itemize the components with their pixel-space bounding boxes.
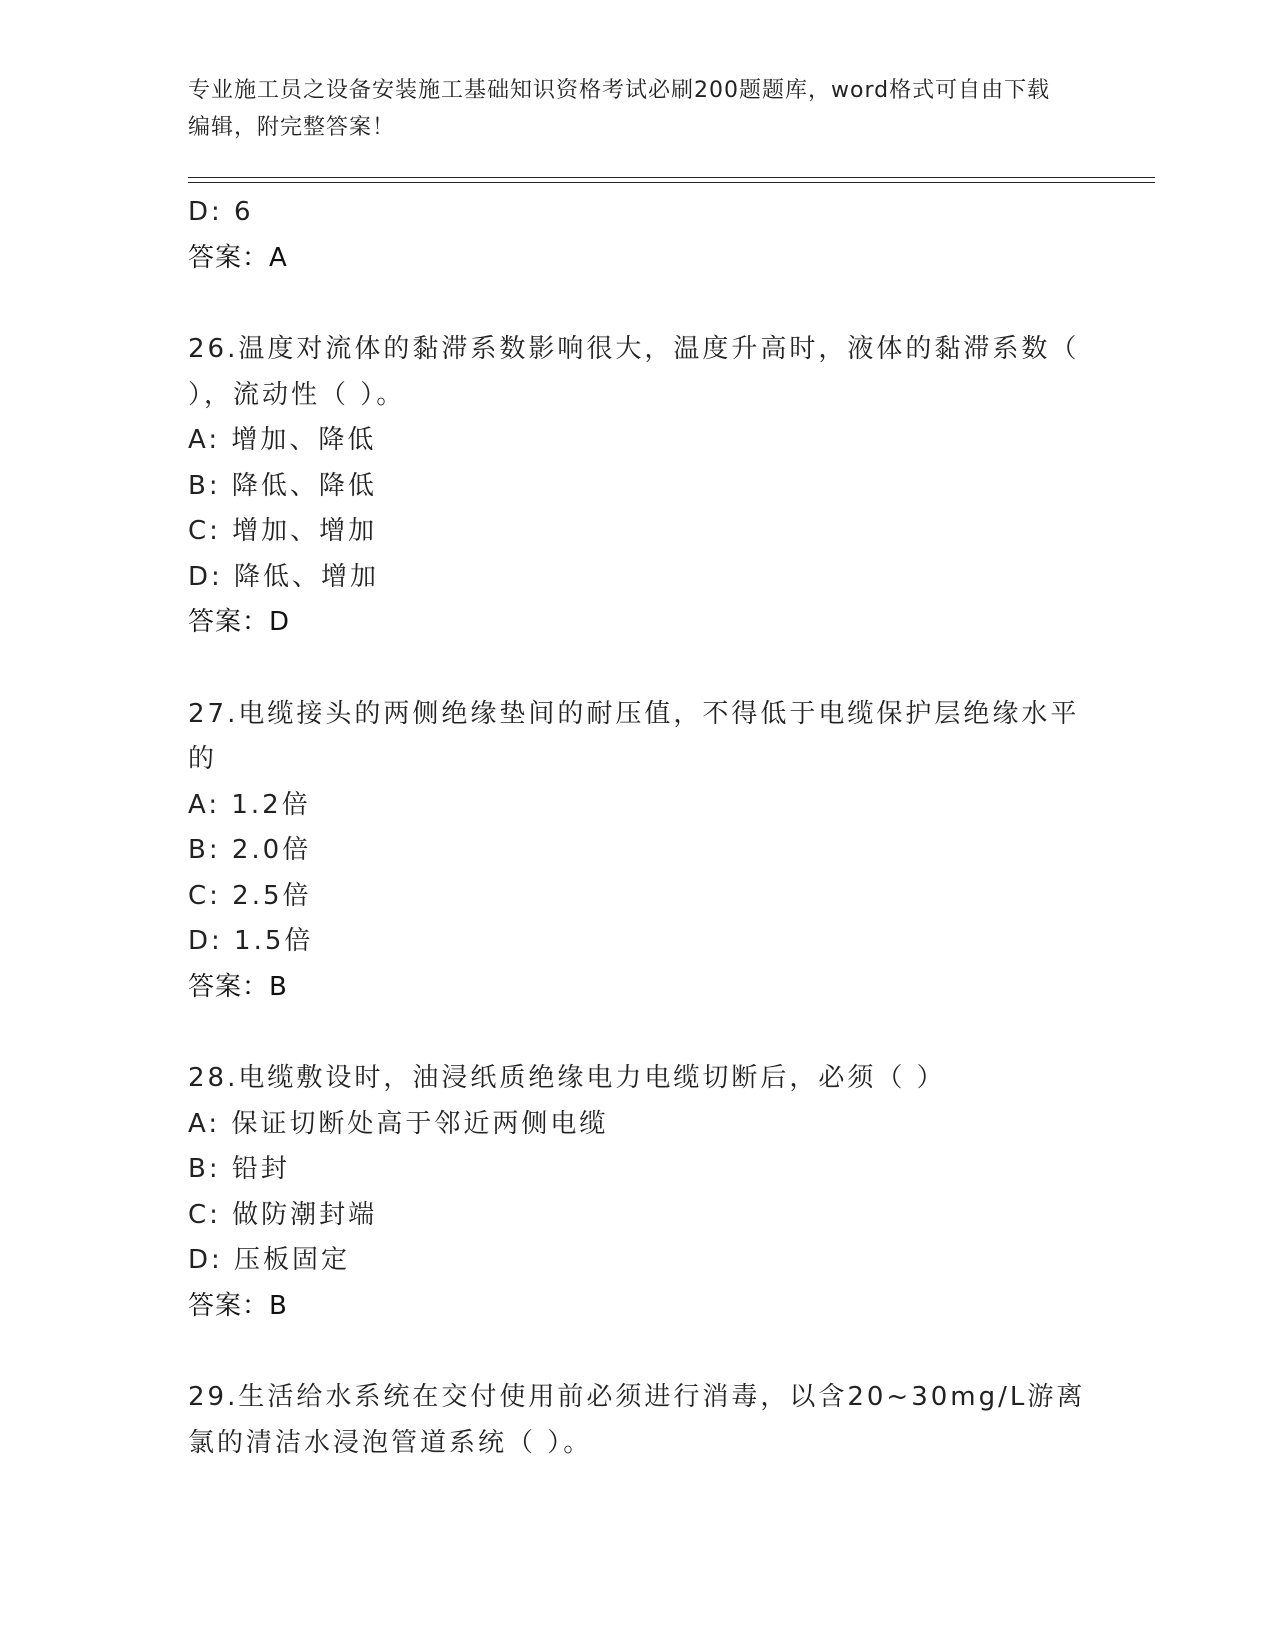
prev-option-d: D: 6 xyxy=(188,197,254,227)
question-text: 28.电缆敷设时，油浸纸质绝缘电力电缆切断后，必须（ ） xyxy=(188,1063,946,1093)
answer: 答案：B xyxy=(188,971,288,1002)
question-text: 27.电缆接头的两侧绝缘垫间的耐压值，不得低于电缆保护层绝缘水平的 xyxy=(188,698,1080,774)
question-block-29 xyxy=(188,1375,1088,1466)
header-divider xyxy=(188,177,1155,178)
option-c: C: 2.5倍 xyxy=(188,880,312,911)
answer: 答案：B xyxy=(188,1290,288,1321)
question-block-27 xyxy=(188,692,1088,1011)
spacer xyxy=(188,281,1088,327)
option-a: A: 增加、降低 xyxy=(188,425,377,455)
option-b: B: 铅封 xyxy=(188,1154,290,1184)
answer: 答案：D xyxy=(188,607,291,637)
question-text: 29.生活给水系统在交付使用前必须进行消毒，以含20~30mg/L游离氯的清洁水浸泡管道系统（ ）。 xyxy=(188,1382,1086,1458)
question-content xyxy=(188,190,1088,1466)
option-a: A: 1.2倍 xyxy=(188,789,311,820)
spacer xyxy=(188,1329,1088,1375)
question-text: 26.温度对流体的黏滞系数影响很大，温度升高时，液体的黏滞系数（ ），流动性（ ）。 xyxy=(188,334,1080,410)
prev-answer: 答案：A xyxy=(188,242,288,273)
option-c: C: 做防潮封端 xyxy=(188,1199,378,1230)
option-d: D: 压板固定 xyxy=(188,1245,351,1275)
spacer xyxy=(188,646,1088,692)
option-b: B: 降低、降低 xyxy=(188,470,377,501)
option-a: A: 保证切断处高于邻近两侧电缆 xyxy=(188,1108,609,1139)
document-header: 专业施工员之设备安装施工基础知识资格考试必刷200题题库，word格式可自由下载编辑，附完整答案！ xyxy=(188,78,1051,140)
option-d: D: 降低、增加 xyxy=(188,561,380,592)
header-divider-double xyxy=(188,182,1155,183)
question-block-28 xyxy=(188,1056,1088,1329)
spacer xyxy=(188,1010,1088,1056)
option-c: C: 增加、增加 xyxy=(188,516,378,546)
option-d: D: 1.5倍 xyxy=(188,926,314,956)
option-b: B: 2.0倍 xyxy=(188,835,312,865)
question-block-26 xyxy=(188,327,1088,646)
